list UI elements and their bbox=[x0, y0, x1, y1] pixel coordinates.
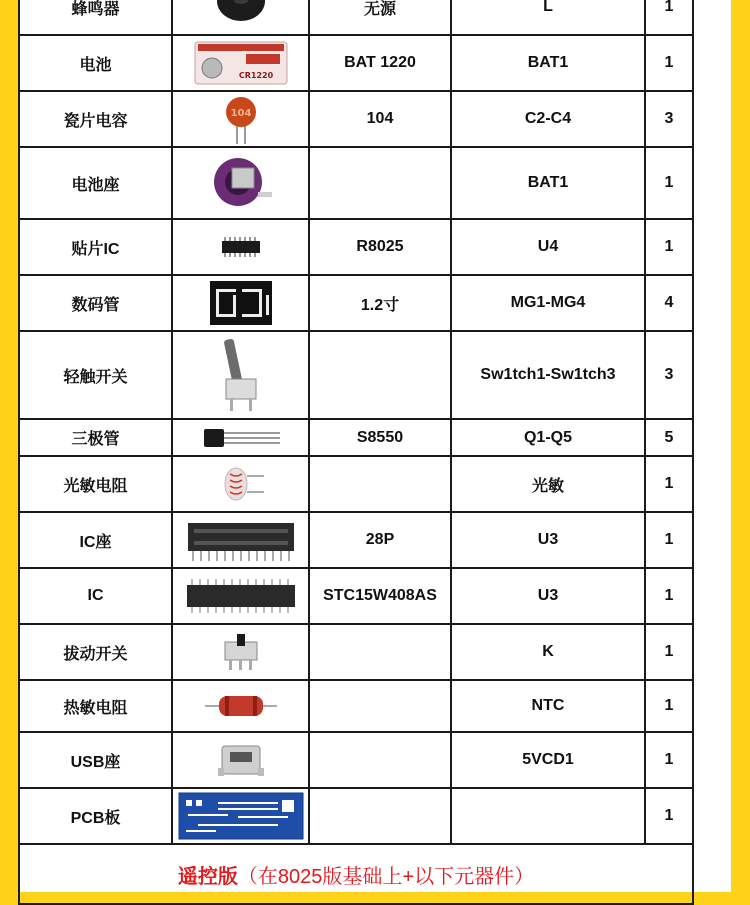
component-spec: 28P bbox=[309, 512, 451, 568]
table-row bbox=[19, 624, 693, 680]
component-ref bbox=[451, 788, 645, 844]
battery-label: CR1220 bbox=[238, 71, 273, 80]
table-row bbox=[19, 419, 693, 456]
component-spec: BAT 1220 bbox=[309, 35, 451, 91]
component-qty: 1 bbox=[645, 456, 693, 512]
component-ref: NTC bbox=[451, 680, 645, 732]
component-name: USB座 bbox=[19, 732, 172, 788]
component-name: 电池 bbox=[19, 35, 172, 91]
component-ref: 光敏 bbox=[451, 456, 645, 512]
seven-segment-display-icon bbox=[210, 281, 272, 325]
component-qty: 1 bbox=[645, 35, 693, 91]
component-ref: BAT1 bbox=[451, 147, 645, 219]
ceramic-capacitor-icon bbox=[221, 94, 261, 144]
component-ref: U3 bbox=[451, 512, 645, 568]
component-qty: 1 bbox=[645, 788, 693, 844]
component-name: 数码管 bbox=[19, 275, 172, 331]
coin-battery-icon bbox=[194, 40, 288, 86]
component-ref: Sw1tch1-Sw1tch3 bbox=[451, 331, 645, 419]
table-footer-row bbox=[19, 844, 693, 904]
component-qty: 1 bbox=[645, 219, 693, 275]
component-qty: 1 bbox=[645, 147, 693, 219]
buzzer-icon bbox=[206, 0, 276, 33]
component-name: 贴片IC bbox=[19, 219, 172, 275]
transistor-icon bbox=[200, 427, 282, 449]
capacitor-label: 104 bbox=[230, 108, 251, 119]
thermistor-icon bbox=[205, 692, 277, 720]
smd-ic-icon bbox=[221, 235, 261, 259]
table-row bbox=[19, 91, 693, 147]
tactile-switch-icon bbox=[216, 335, 266, 415]
battery-holder-icon bbox=[206, 152, 276, 214]
component-qty: 1 bbox=[645, 0, 693, 35]
component-name: 瓷片电容 bbox=[19, 91, 172, 147]
component-qty: 1 bbox=[645, 624, 693, 680]
table-row bbox=[19, 147, 693, 219]
component-qty: 4 bbox=[645, 275, 693, 331]
ic-socket-icon bbox=[186, 517, 296, 563]
component-name: 蜂鸣器 bbox=[19, 0, 172, 35]
component-qty: 1 bbox=[645, 568, 693, 624]
usb-socket-icon bbox=[216, 738, 266, 782]
table-row bbox=[19, 456, 693, 512]
component-spec: STC15W408AS bbox=[309, 568, 451, 624]
component-spec: S8550 bbox=[309, 419, 451, 456]
slide-switch-icon bbox=[219, 630, 263, 674]
component-spec: 无源 bbox=[309, 0, 451, 35]
component-ref: MG1-MG4 bbox=[451, 275, 645, 331]
component-name: 轻触开关 bbox=[19, 331, 172, 419]
footer-highlight: 遥控版 bbox=[177, 865, 238, 888]
component-ref: K bbox=[451, 624, 645, 680]
component-qty: 3 bbox=[645, 331, 693, 419]
component-qty: 1 bbox=[645, 512, 693, 568]
component-spec bbox=[309, 147, 451, 219]
component-spec bbox=[309, 680, 451, 732]
component-qty: 3 bbox=[645, 91, 693, 147]
component-name: 拔动开关 bbox=[19, 624, 172, 680]
component-spec: 1.2寸 bbox=[309, 275, 451, 331]
component-name: 热敏电阻 bbox=[19, 680, 172, 732]
component-spec bbox=[309, 331, 451, 419]
component-name: 电池座 bbox=[19, 147, 172, 219]
component-table bbox=[18, 0, 694, 905]
component-qty: 5 bbox=[645, 419, 693, 456]
table-row bbox=[19, 732, 693, 788]
table-row bbox=[19, 0, 693, 35]
component-spec bbox=[309, 788, 451, 844]
pcb-board-icon bbox=[178, 792, 304, 840]
photoresistor-icon bbox=[216, 464, 266, 504]
component-ref: U3 bbox=[451, 568, 645, 624]
component-spec: R8025 bbox=[309, 219, 451, 275]
component-name: IC bbox=[19, 568, 172, 624]
component-spec bbox=[309, 624, 451, 680]
component-spec bbox=[309, 732, 451, 788]
component-qty: 1 bbox=[645, 680, 693, 732]
component-ref: L bbox=[451, 0, 645, 35]
table-row bbox=[19, 788, 693, 844]
footer-cell bbox=[19, 844, 693, 904]
component-spec bbox=[309, 456, 451, 512]
component-ref: Q1-Q5 bbox=[451, 419, 645, 456]
component-name: 光敏电阻 bbox=[19, 456, 172, 512]
component-qty: 1 bbox=[645, 732, 693, 788]
table-row bbox=[19, 219, 693, 275]
table-row bbox=[19, 35, 693, 91]
table-row bbox=[19, 568, 693, 624]
dip-ic-icon bbox=[185, 579, 297, 613]
component-name: IC座 bbox=[19, 512, 172, 568]
component-ref: U4 bbox=[451, 219, 645, 275]
footer-text: （在8025版基础上+以下元器件） bbox=[237, 865, 535, 888]
component-name: PCB板 bbox=[19, 788, 172, 844]
table-row bbox=[19, 512, 693, 568]
table-row bbox=[19, 331, 693, 419]
table-row bbox=[19, 275, 693, 331]
component-ref: BAT1 bbox=[451, 35, 645, 91]
component-name: 三极管 bbox=[19, 419, 172, 456]
table-row bbox=[19, 680, 693, 732]
component-ref: C2-C4 bbox=[451, 91, 645, 147]
component-spec: 104 bbox=[309, 91, 451, 147]
component-ref: 5VCD1 bbox=[451, 732, 645, 788]
